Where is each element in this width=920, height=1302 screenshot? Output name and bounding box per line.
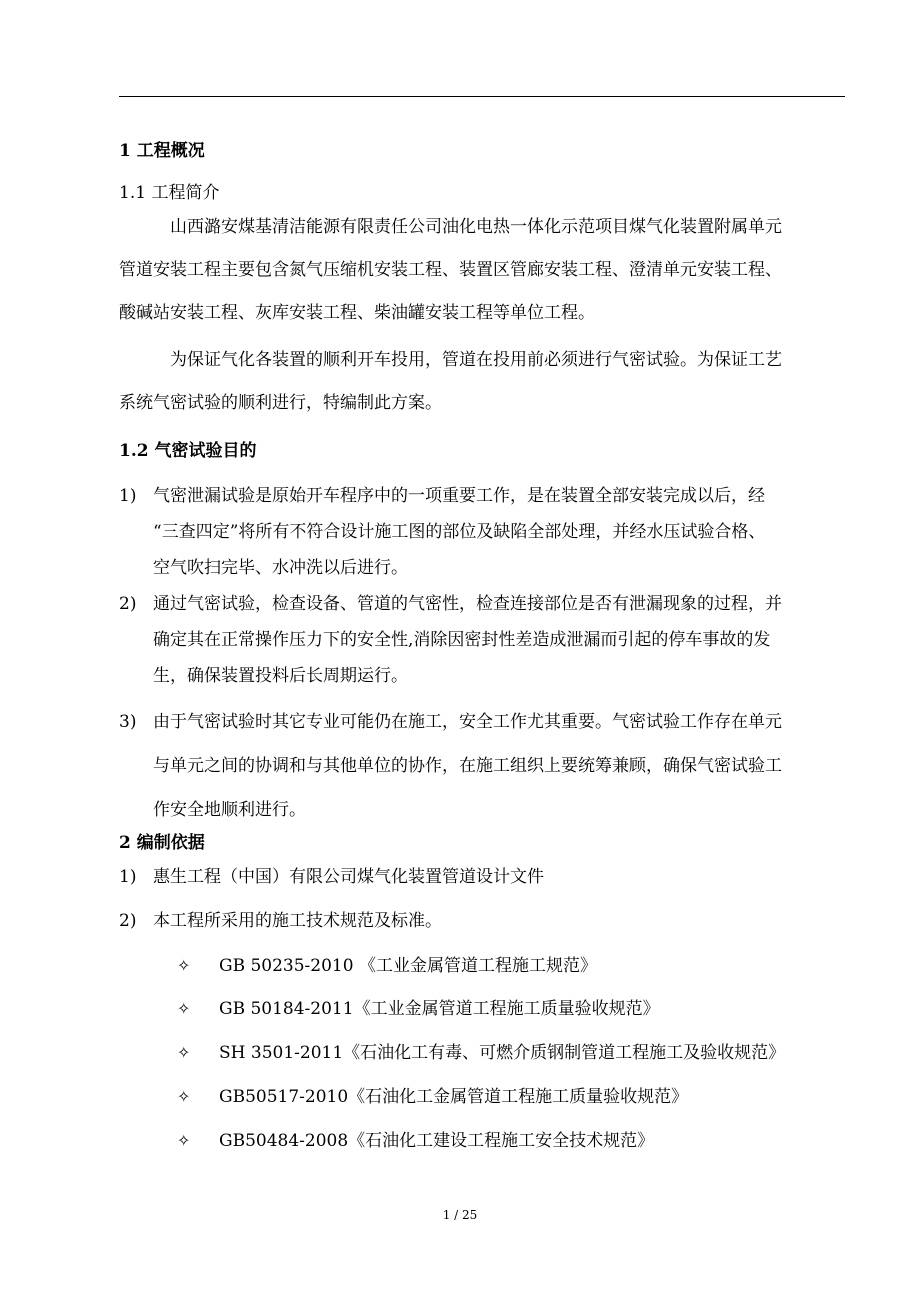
list-number: 1) <box>119 867 137 887</box>
standard-item <box>177 1086 688 1108</box>
standard-text: GB50517-2010《石油化工金属管道工程施工质量验收规范》 <box>219 1087 689 1107</box>
list-item <box>119 586 845 694</box>
list-number: 2) <box>119 911 137 931</box>
text-line: “三查四定”将所有不符合设计施工图的部位及缺陷全部处理，并经水压试验合格、 <box>153 522 766 542</box>
standard-item <box>177 955 597 977</box>
text-line: 管道安装工程主要包含氮气压缩机安装工程、装置区管廊安装工程、澄清单元安装工程、 <box>119 260 782 280</box>
diamond-bullet-icon: ✧ <box>177 956 191 975</box>
standard-text: GB50484-2008《石油化工建设工程施工安全技术规范》 <box>219 1131 655 1151</box>
standard-item <box>177 1042 785 1064</box>
standard-item <box>177 1130 654 1152</box>
text-line: 由于气密试验时其它专业可能仍在施工，安全工作尤其重要。气密试验工作存在单元 <box>153 712 782 732</box>
section-1-1-title: 1.1 工程简介 <box>119 183 220 203</box>
list-item <box>119 700 845 832</box>
diamond-bullet-icon: ✧ <box>177 1043 191 1062</box>
list-item <box>119 910 845 932</box>
list-item <box>119 478 845 586</box>
text-line: 作安全地顺利进行。 <box>153 800 306 820</box>
section-2-title: 2 编制依据 <box>119 833 205 853</box>
text-line: 生，确保装置投料后长周期运行。 <box>153 666 408 686</box>
section-1-1-paragraph-1 <box>119 206 845 335</box>
standard-text: GB 50184-2011《工业金属管道工程施工质量验收规范》 <box>219 999 660 1019</box>
section-1-1-paragraph-2 <box>119 339 845 425</box>
list-item <box>119 866 845 888</box>
text-line: 本工程所采用的施工技术规范及标准。 <box>153 911 442 931</box>
text-line: 酸碱站安装工程、灰库安装工程、柴油罐安装工程等单位工程。 <box>119 303 595 323</box>
text-line: 系统气密试验的顺利进行，特编制此方案。 <box>119 393 442 413</box>
page-number: 1 / 25 <box>442 1208 478 1222</box>
text-line: 与单元之间的协调和与其他单位的协作，在施工组织上要统筹兼顾，确保气密试验工 <box>153 756 782 776</box>
section-1-2-title: 1.2 气密试验目的 <box>119 441 257 461</box>
list-number: 2) <box>119 594 137 614</box>
diamond-bullet-icon: ✧ <box>177 999 191 1018</box>
diamond-bullet-icon: ✧ <box>177 1131 191 1150</box>
text-line: 确定其在正常操作压力下的安全性,消除因密封性差造成泄漏而引起的停车事故的发 <box>153 630 771 650</box>
text-line: 为保证气化各装置的顺利开车投用，管道在投用前必须进行气密试验。为保证工艺 <box>170 350 782 370</box>
text-line: 惠生工程（中国）有限公司煤气化装置管道设计文件 <box>153 867 544 887</box>
diamond-bullet-icon: ✧ <box>177 1087 191 1106</box>
section-1-title: 1 工程概况 <box>119 141 205 161</box>
text-line: 气密泄漏试验是原始开车程序中的一项重要工作，是在装置全部安装完成以后，经 <box>153 486 765 506</box>
list-number: 1) <box>119 486 137 506</box>
standard-text: GB 50235-2010 《工业金属管道工程施工规范》 <box>219 956 597 976</box>
header-rule <box>119 96 845 97</box>
text-line: 空气吹扫完毕、水冲洗以后进行。 <box>153 558 408 578</box>
standard-item <box>177 998 660 1020</box>
text-line: 通过气密试验，检查设备、管道的气密性，检查连接部位是否有泄漏现象的过程，并 <box>153 594 782 614</box>
list-number: 3) <box>119 712 137 732</box>
text-line: 山西潞安煤基清洁能源有限责任公司油化电热一体化示范项目煤气化装置附属单元 <box>170 217 782 237</box>
standard-text: SH 3501-2011《石油化工有毒、可燃介质钢制管道工程施工及验收规范》 <box>219 1043 786 1063</box>
